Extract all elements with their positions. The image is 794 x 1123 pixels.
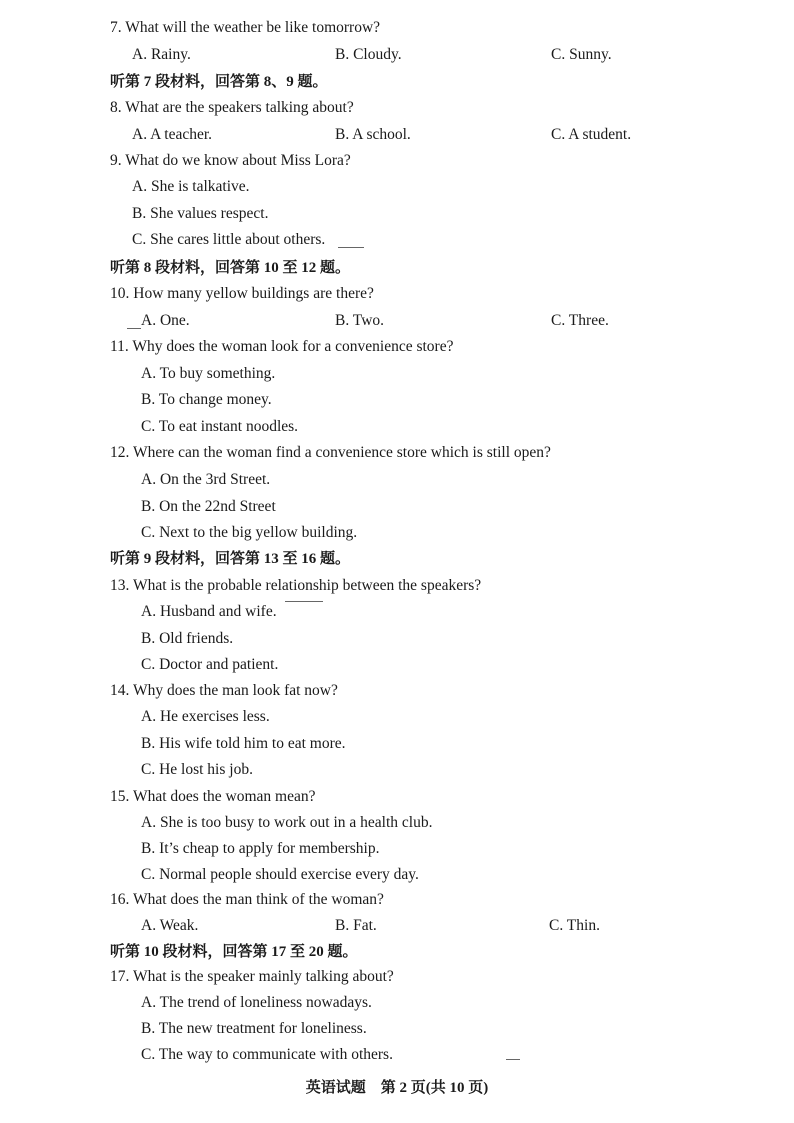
- question-12-stem: 12. Where can the woman find a convenience store which is still open?: [110, 444, 551, 461]
- option-c: C. Sunny.: [551, 46, 612, 63]
- pen-mark: [285, 601, 323, 602]
- option-a: A. On the 3rd Street.: [141, 471, 271, 488]
- question-13-stem: 13. What is the probable relationship between the speakers?: [110, 577, 482, 594]
- question-11-stem: 11. Why does the woman look for a convenience store?: [110, 338, 454, 355]
- pen-mark: [338, 247, 364, 248]
- option-c: C. Normal people should exercise every day.: [141, 866, 419, 883]
- option-b: B. It’s cheap to apply for membership.: [141, 840, 380, 857]
- question-15-stem: 15. What does the woman mean?: [110, 788, 316, 805]
- section-heading: 听第 9 段材料，回答第 13 至 16 题。: [110, 551, 351, 567]
- option-a: A. To buy something.: [141, 365, 276, 382]
- question-17-stem: 17. What is the speaker mainly talking about?: [110, 968, 394, 985]
- section-heading: 听第 7 段材料，回答第 8、9 题。: [110, 74, 328, 90]
- option-c: C. Next to the big yellow building.: [141, 524, 358, 541]
- option-a: A. A teacher.: [132, 126, 213, 143]
- section-heading: 听第 10 段材料，回答第 17 至 20 题。: [110, 944, 358, 960]
- pen-mark: [127, 328, 141, 329]
- option-b: B. A school.: [335, 126, 411, 143]
- option-c: C. She cares little about others.: [132, 231, 326, 248]
- option-a: A. Rainy.: [132, 46, 191, 63]
- question-9-stem: 9. What do we know about Miss Lora?: [110, 152, 351, 169]
- question-16-stem: 16. What does the man think of the woman?: [110, 891, 384, 908]
- page-footer: 英语试题 第 2 页(共 10 页): [305, 1080, 489, 1096]
- option-c: C. Thin.: [549, 917, 600, 934]
- option-c: C. To eat instant noodles.: [141, 418, 299, 435]
- option-b: B. The new treatment for loneliness.: [141, 1020, 367, 1037]
- option-b: B. His wife told him to eat more.: [141, 735, 346, 752]
- option-c: C. Three.: [551, 312, 609, 329]
- option-a: A. One.: [141, 312, 190, 329]
- option-c: C. He lost his job.: [141, 761, 253, 778]
- pen-mark: [506, 1059, 520, 1060]
- option-b: B. Old friends.: [141, 630, 234, 647]
- option-b: B. Two.: [335, 312, 385, 329]
- option-b: B. Fat.: [335, 917, 377, 934]
- option-b: B. Cloudy.: [335, 46, 402, 63]
- question-7-stem: 7. What will the weather be like tomorrow?: [110, 19, 381, 36]
- question-14-stem: 14. Why does the man look fat now?: [110, 682, 338, 699]
- option-b: B. She values respect.: [132, 205, 269, 222]
- option-a: A. The trend of loneliness nowadays.: [141, 994, 372, 1011]
- question-8-stem: 8. What are the speakers talking about?: [110, 99, 354, 116]
- option-c: C. The way to communicate with others.: [141, 1046, 393, 1063]
- question-10-stem: 10. How many yellow buildings are there?: [110, 285, 374, 302]
- option-a: A. She is talkative.: [132, 178, 250, 195]
- option-a: A. Weak.: [141, 917, 199, 934]
- option-a: A. He exercises less.: [141, 708, 270, 725]
- option-a: A. She is too busy to work out in a health club.: [141, 814, 433, 831]
- option-c: C. Doctor and patient.: [141, 656, 279, 673]
- option-b: B. On the 22nd Street: [141, 498, 276, 515]
- option-b: B. To change money.: [141, 391, 272, 408]
- section-heading: 听第 8 段材料，回答第 10 至 12 题。: [110, 260, 351, 276]
- option-a: A. Husband and wife.: [141, 603, 277, 620]
- option-c: C. A student.: [551, 126, 632, 143]
